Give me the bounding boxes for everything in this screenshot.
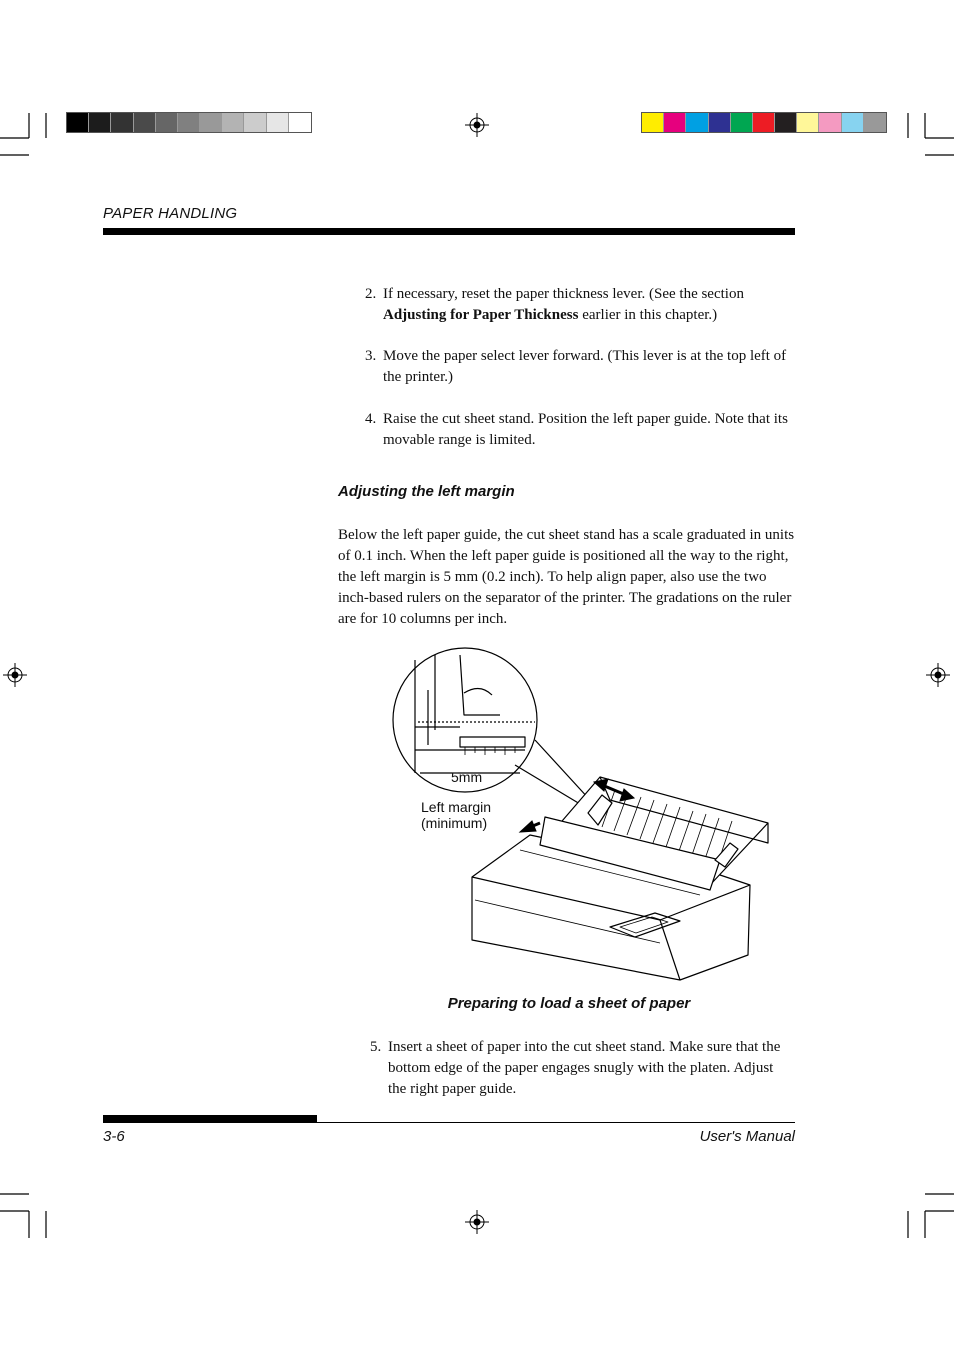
footer-title: User's Manual bbox=[699, 1128, 795, 1145]
section-heading: Adjusting the left margin bbox=[338, 483, 515, 500]
step-4 bbox=[365, 409, 795, 451]
step-text: Move the paper select lever forward. (This lever is at the top left of the printer.) bbox=[383, 348, 787, 385]
page-number: 3-6 bbox=[103, 1128, 125, 1145]
step-text: Raise the cut sheet stand. Position the left paper guide. Note that its movable range is limited. bbox=[383, 411, 788, 448]
step-3 bbox=[365, 346, 795, 388]
section-paragraph: Below the left paper guide, the cut sheet stand has a scale graduated in units of 0.1 inch. When the left paper guide is positioned all the way to the right, the left margin is 5 mm (0.2 inch). To help align paper, also use the two inch-based rulers on the separator of the printer. The gradations on the ruler are for 10 columns per inch. bbox=[338, 527, 795, 627]
step-number: 2. bbox=[365, 286, 377, 302]
footer-rule bbox=[103, 1122, 795, 1123]
label-left-margin: Left margin bbox=[421, 799, 492, 815]
step-number: 5. bbox=[370, 1039, 382, 1055]
header-rule bbox=[103, 228, 795, 235]
step-number: 4. bbox=[365, 411, 377, 427]
step-5 bbox=[370, 1037, 795, 1100]
step-number: 3. bbox=[365, 348, 377, 364]
step-text: If necessary, reset the paper thickness lever. (See the section Adjusting for Paper Thickness earlier in this chapter.) bbox=[383, 286, 744, 323]
figure-caption: Preparing to load a sheet of paper bbox=[447, 995, 691, 1012]
step-2 bbox=[365, 284, 795, 326]
running-head: PAPER HANDLING bbox=[103, 205, 238, 222]
label-5mm: 5mm bbox=[451, 769, 483, 785]
section-reference: Adjusting for Paper Thickness bbox=[383, 307, 579, 323]
step-text: Insert a sheet of paper into the cut sheet stand. Make sure that the bottom edge of the paper engages snugly with the platen. Adjust the right paper guide. bbox=[388, 1039, 781, 1097]
label-left-margin-minimum: (minimum) bbox=[421, 815, 488, 831]
